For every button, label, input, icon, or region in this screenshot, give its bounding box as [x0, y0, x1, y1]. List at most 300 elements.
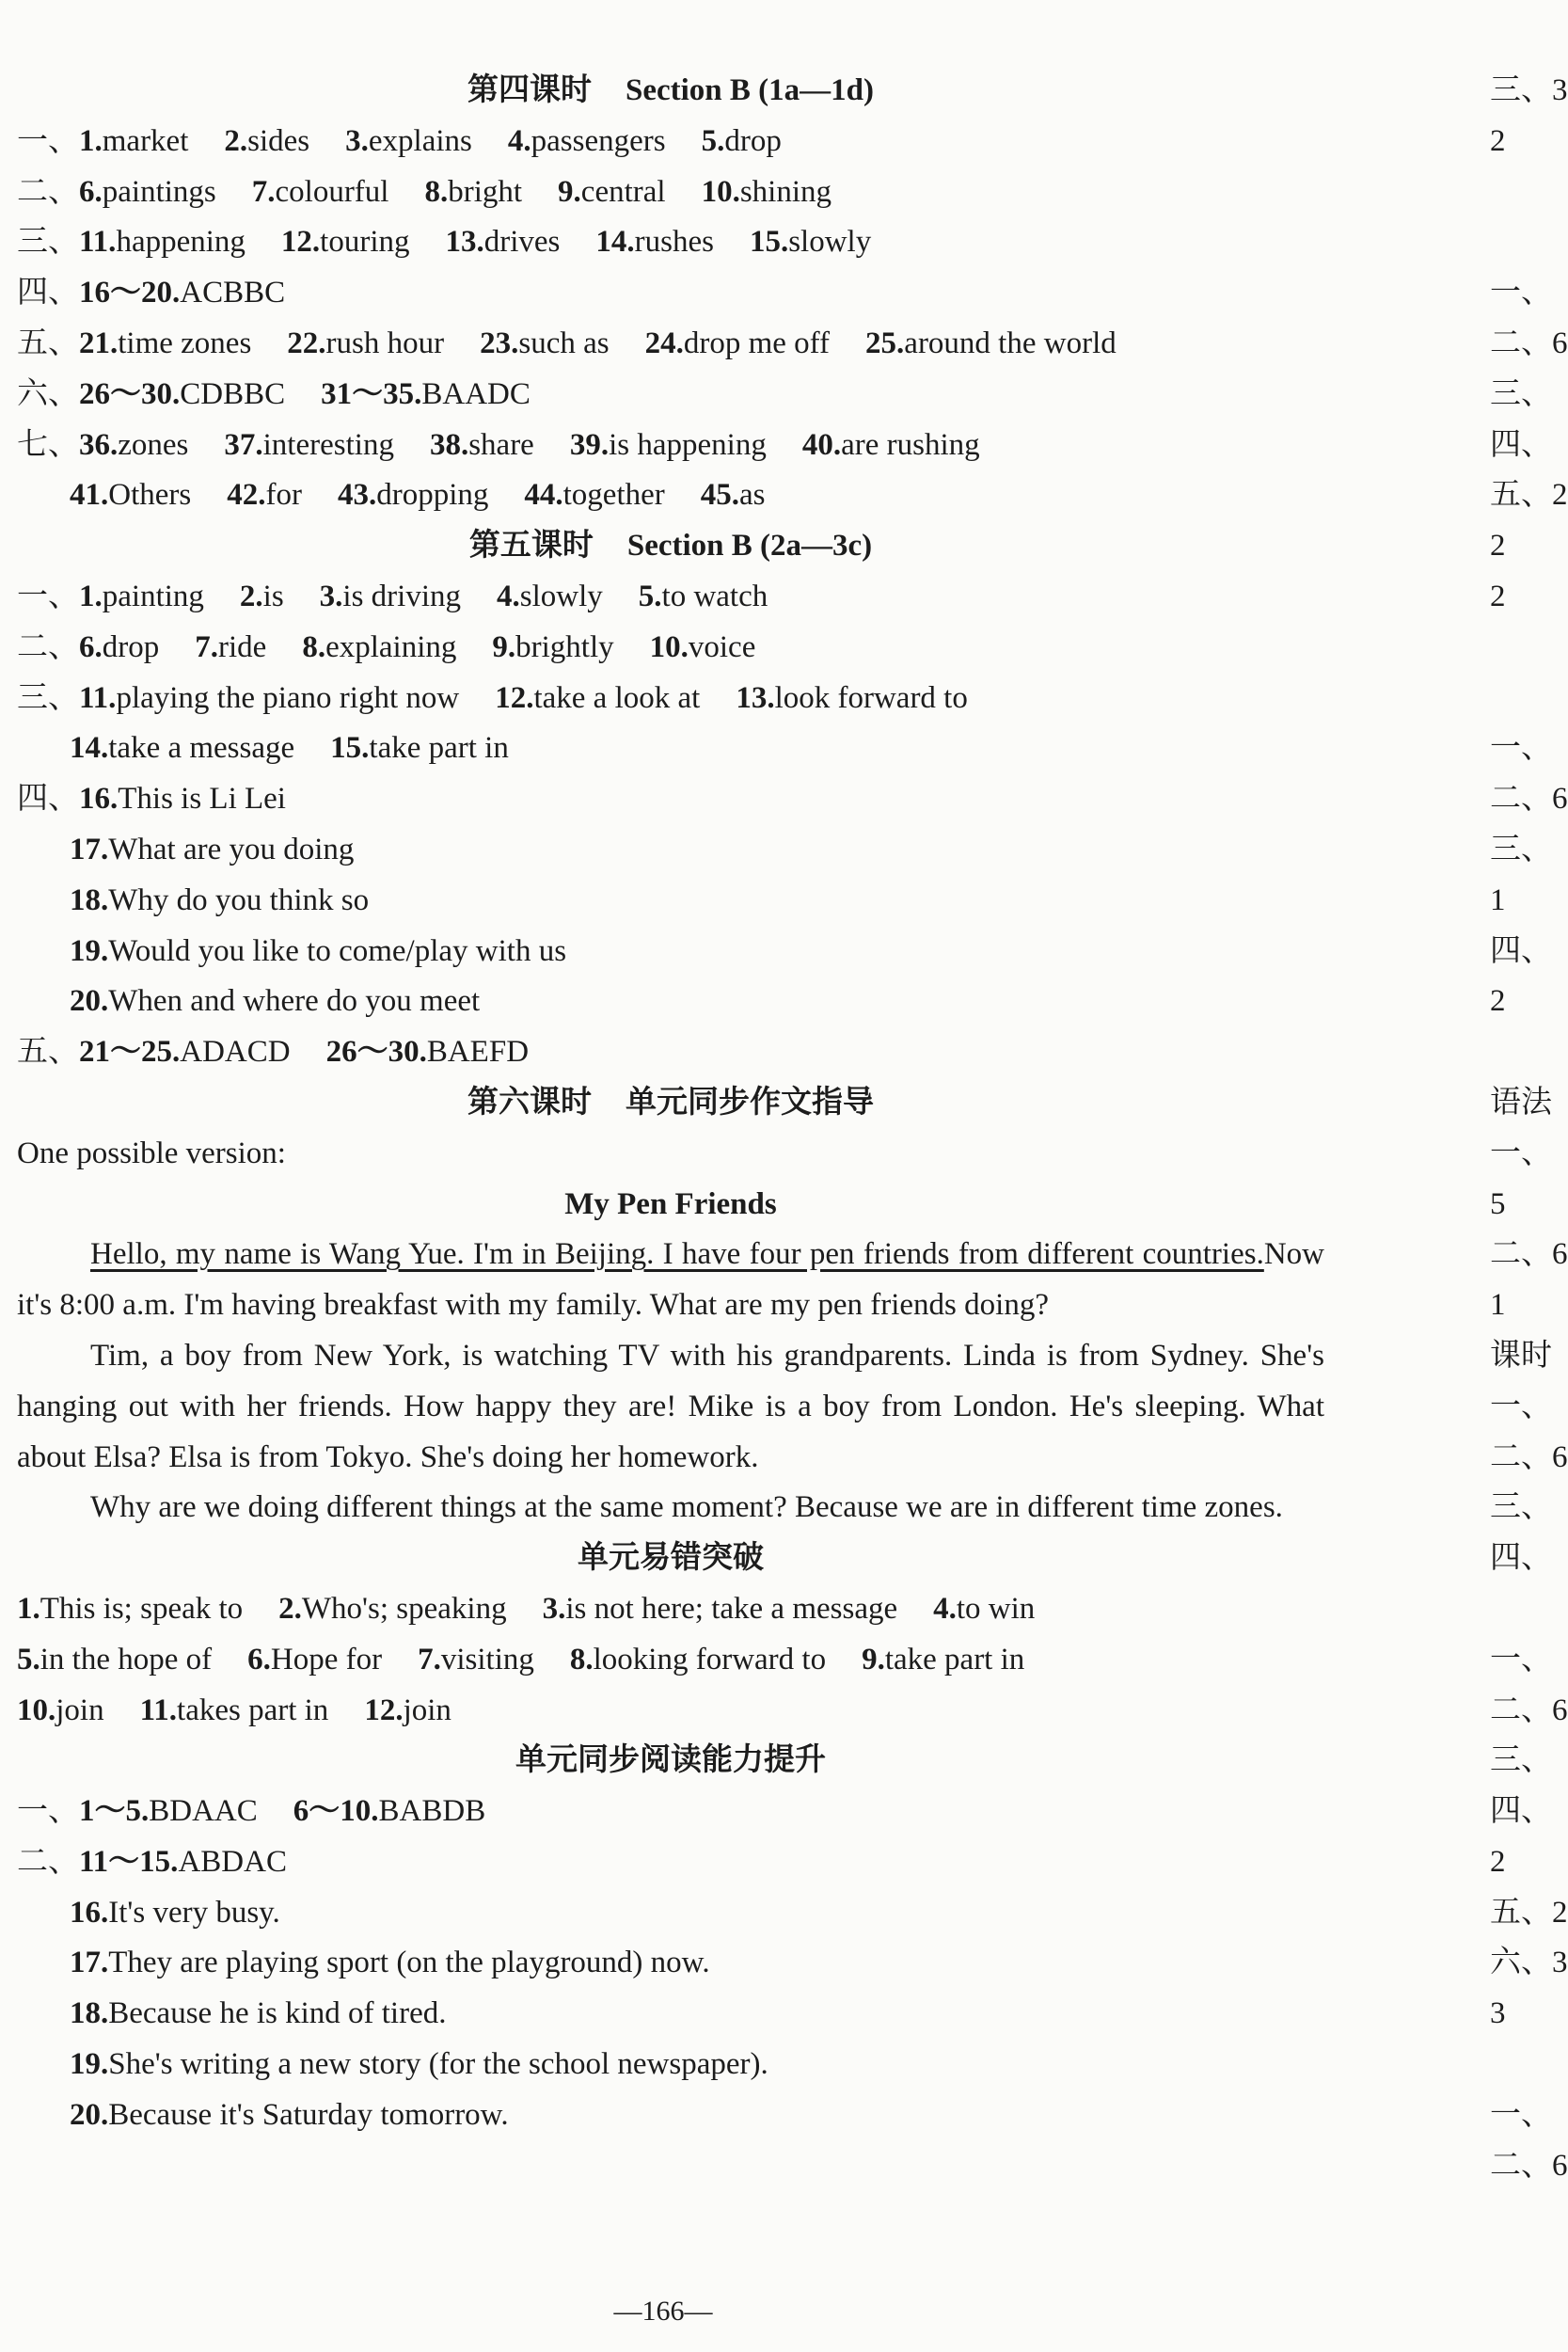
answer-item: [639, 572, 768, 623]
answer-text: Who's; speaking: [301, 1591, 507, 1626]
answer-number: 20.: [70, 2097, 109, 2132]
right-column-line: 五、2: [1490, 478, 1568, 513]
answer-number: 16.: [70, 1895, 109, 1930]
answer-row: [17, 1787, 1334, 1837]
answer-row: [17, 927, 1334, 977]
answer-number: 9.: [492, 629, 516, 664]
plain-line: One possible version:: [17, 1136, 286, 1170]
answer-number: 11.: [139, 1692, 178, 1727]
section-title-cn: 第四课时: [467, 73, 592, 107]
answer-number: 6.: [79, 174, 103, 209]
answer-text: explains: [368, 123, 472, 158]
answer-text: passengers: [531, 123, 666, 158]
answer-text: shining: [739, 174, 832, 209]
answer-text: take part in: [369, 731, 509, 766]
answer-item: [508, 117, 666, 167]
answer-item: [79, 117, 188, 167]
answer-item: [70, 825, 354, 876]
answer-item: [430, 421, 534, 471]
answer-item: [736, 674, 968, 724]
answer-number: 9.: [862, 1642, 885, 1677]
answer-number: 7.: [195, 629, 218, 664]
answer-item: [278, 1584, 506, 1635]
right-column-line: 2: [1490, 123, 1506, 158]
section-title-sub: Section B (1a—1d): [626, 73, 874, 107]
section-title-cn: 第五课时: [468, 529, 594, 564]
answer-text: drop: [724, 123, 782, 158]
right-column-line: 二、6: [1490, 1237, 1568, 1272]
answer-text: central: [580, 174, 666, 209]
answer-number: 19.: [70, 933, 109, 968]
answer-text: slowly: [788, 225, 872, 260]
answer-row-prefix: 四、: [17, 276, 79, 310]
answer-row-prefix: 四、: [17, 782, 79, 817]
answer-text: Others: [108, 478, 192, 513]
answer-item: [70, 977, 480, 1027]
right-column-line: 三、: [1490, 832, 1552, 866]
essay-title: My Pen Friends: [564, 1186, 777, 1221]
right-column-line: 四、: [1490, 1541, 1552, 1576]
answer-text: rush hour: [325, 326, 445, 360]
answer-text: zones: [118, 427, 189, 462]
answer-item: [79, 268, 285, 319]
answer-item: [320, 572, 461, 623]
answer-text: What are you doing: [108, 832, 355, 866]
answer-item: [570, 1635, 826, 1686]
answer-number: 9.: [558, 174, 581, 209]
answer-item: [570, 421, 767, 471]
answer-row: [17, 623, 1334, 674]
answer-item: [650, 623, 756, 674]
answer-text: is: [262, 579, 284, 613]
right-column-line: 二、6: [1490, 326, 1568, 360]
answer-text: Because it's Saturday tomorrow.: [108, 2097, 509, 2132]
answer-item: [865, 319, 1117, 370]
answer-number: 23.: [480, 326, 519, 360]
right-column-line: 1: [1490, 1288, 1506, 1323]
answer-item: [79, 217, 245, 268]
answer-item: [79, 319, 251, 370]
answer-text: together: [562, 478, 665, 513]
answer-item: [70, 927, 566, 977]
answer-text: time zones: [118, 326, 252, 360]
answer-number: 26～30.: [325, 1035, 427, 1070]
answer-text: market: [102, 123, 189, 158]
section-title: [17, 1078, 1324, 1129]
right-column-line: 五、2: [1490, 1895, 1568, 1930]
answer-text: Hope for: [270, 1642, 383, 1677]
right-column-line: [1490, 1027, 1553, 1078]
answer-row-prefix: 五、: [17, 1035, 79, 1070]
answer-item: [79, 421, 188, 471]
section-title-sub: 单元同步作文指导: [626, 1085, 874, 1120]
answer-text: drop me off: [683, 326, 831, 360]
answer-number: 18.: [70, 882, 109, 917]
page-number: —166—: [613, 2296, 713, 2327]
answer-row: [17, 2090, 1334, 2141]
answer-row-prefix: 二、: [17, 174, 79, 209]
answer-row: [17, 268, 1334, 319]
answer-number: 13.: [736, 680, 775, 715]
answer-text: bright: [448, 174, 523, 209]
section-title: [17, 1534, 1324, 1584]
right-column-line: 一、: [1490, 2097, 1552, 2132]
answer-item: [79, 572, 204, 623]
answer-number: 15.: [330, 731, 370, 766]
answer-item: [558, 167, 666, 218]
answer-row: [17, 1635, 1334, 1686]
answer-row: [17, 774, 1334, 825]
answer-text: ride: [218, 629, 267, 664]
right-column-line: [1490, 167, 1553, 218]
section-title: [17, 66, 1324, 117]
right-column-line: 一、: [1490, 276, 1552, 310]
answer-number: 5.: [701, 123, 725, 158]
answer-number: 44.: [524, 478, 563, 513]
right-column-cropped: [1490, 66, 1568, 2191]
answer-text: They are playing sport (on the playground) now.: [108, 1946, 710, 1980]
answer-row: [17, 370, 1334, 421]
answer-number: 26～30.: [79, 376, 181, 411]
answer-row: [17, 572, 1334, 623]
answer-item: [195, 623, 266, 674]
answer-item: [79, 774, 286, 825]
answer-text: take part in: [884, 1642, 1025, 1677]
answer-text: touring: [320, 225, 410, 260]
answer-text: colourful: [275, 174, 389, 209]
answer-item: [495, 674, 700, 724]
answer-item: [240, 572, 284, 623]
answer-item: [862, 1635, 1024, 1686]
answer-text: It's very busy.: [108, 1895, 280, 1930]
answer-number: 12.: [364, 1692, 404, 1727]
right-column-line: [1490, 217, 1553, 268]
answer-row-prefix: 一、: [17, 579, 79, 613]
right-column-line: 2: [1490, 529, 1506, 564]
answer-row-prefix: 七、: [17, 427, 79, 462]
answer-text: Why do you think so: [108, 882, 370, 917]
answer-item: [140, 1686, 329, 1737]
answer-text: voice: [688, 629, 756, 664]
section-title-cn: 单元易错突破: [578, 1541, 764, 1576]
answer-number: 7.: [418, 1642, 441, 1677]
answer-text: This is Li Lei: [118, 782, 286, 817]
answer-number: 2.: [224, 123, 248, 158]
answer-number: 17.: [70, 1946, 109, 1980]
answer-item: [70, 2090, 509, 2141]
answer-text: is happening: [609, 427, 767, 462]
answer-text: rushes: [634, 225, 714, 260]
answer-number: 8.: [424, 174, 449, 209]
answer-text: When and where do you meet: [108, 984, 481, 1019]
answer-row: [17, 421, 1334, 471]
answer-item: [227, 470, 302, 521]
answer-text: She's writing a new story (for the school newspaper).: [108, 2047, 768, 2082]
answer-item: [70, 723, 294, 774]
answer-number: 5.: [638, 579, 662, 613]
answer-number: 1.: [17, 1591, 40, 1626]
answer-number: 10.: [701, 174, 740, 209]
right-column-line: 二、6: [1490, 1439, 1568, 1474]
answer-number: 10.: [17, 1692, 56, 1727]
answer-item: [17, 1584, 243, 1635]
answer-item: [702, 167, 832, 218]
answer-number: 41.: [70, 478, 109, 513]
answer-text: around the world: [904, 326, 1117, 360]
answer-number: 24.: [644, 326, 684, 360]
answer-number: 19.: [70, 2047, 109, 2082]
right-column-line: 5: [1490, 1186, 1506, 1221]
right-column-line: 2: [1490, 984, 1506, 1019]
answer-row-prefix: 一、: [17, 1794, 79, 1829]
answer-text: playing the piano right now: [116, 680, 460, 715]
answer-number: 12.: [495, 680, 534, 715]
answer-item: [70, 2040, 768, 2090]
answer-item: [79, 674, 459, 724]
answer-row: [17, 1027, 1334, 1078]
answer-item: [70, 1938, 710, 1989]
answer-number: 3.: [542, 1591, 566, 1626]
answer-row: [17, 217, 1334, 268]
right-column-line: 二、6: [1490, 782, 1568, 817]
answer-text: paintings: [102, 174, 216, 209]
essay-paragraph-1: [17, 1230, 1324, 1331]
answer-number: 25.: [865, 326, 905, 360]
answer-item: [70, 876, 369, 927]
right-column-line: 四、: [1490, 427, 1552, 462]
essay-paragraph-2: Tim, a boy from New York, is watching TV with his grandparents. Linda is from Sydney. She's hanging out with her friends. How happy they are! Mike is a boy from London. He's sleeping. What about Elsa? Elsa is from Tokyo. She's doing her homework.: [17, 1338, 1324, 1474]
section-title: [17, 521, 1324, 572]
essay: [17, 1230, 1324, 1534]
right-column-line: 1: [1490, 882, 1506, 917]
right-column-line: 一、: [1490, 731, 1552, 766]
answer-text: join: [403, 1692, 451, 1727]
answer-item: [497, 572, 603, 623]
answer-item: [79, 167, 216, 218]
answer-number: 8.: [302, 629, 326, 664]
answer-row-prefix: 五、: [17, 326, 79, 360]
answer-item: [418, 1635, 534, 1686]
answer-number: 6.: [79, 629, 103, 664]
answer-row: [17, 825, 1334, 876]
answer-row-prefix: 三、: [17, 225, 79, 260]
answer-text: Because he is kind of tired.: [108, 1996, 447, 2031]
answer-row: [17, 876, 1334, 927]
right-column-line: 四、: [1490, 933, 1552, 968]
answer-text: for: [265, 478, 302, 513]
section-title-cn: 第六课时: [467, 1085, 592, 1120]
answer-text: interesting: [262, 427, 394, 462]
answer-text: This is; speak to: [40, 1591, 244, 1626]
answer-number: 20.: [70, 984, 109, 1019]
answer-number: 1.: [79, 579, 103, 613]
answer-number: 17.: [70, 832, 109, 866]
right-column-line: 三、: [1490, 376, 1552, 411]
answer-number: 13.: [445, 225, 484, 260]
answer-text: ADACD: [180, 1035, 291, 1070]
answer-number: 36.: [79, 427, 119, 462]
answer-number: 1.: [79, 123, 103, 158]
answer-row: [17, 674, 1334, 724]
answer-row: [17, 1938, 1334, 1989]
answer-row: [17, 1837, 1334, 1888]
answer-item: [543, 1584, 898, 1635]
answer-row: [17, 1888, 1334, 1939]
answer-item: [750, 217, 871, 268]
answer-number: 2.: [278, 1591, 302, 1626]
answer-text: share: [468, 427, 534, 462]
answer-item: [330, 723, 509, 774]
answer-number: 6.: [247, 1642, 271, 1677]
answer-text: to watch: [661, 579, 768, 613]
answer-item: [79, 1027, 291, 1078]
right-column-line: [1490, 2040, 1553, 2090]
right-column-line: 二、6: [1490, 1692, 1568, 1727]
right-column-line: 语法: [1490, 1085, 1552, 1120]
essay-underlined-sentence: Hello, my name is Wang Yue. I'm in Beijing. I have four pen friends from different countries.: [90, 1237, 1264, 1272]
right-column-line: [1490, 623, 1553, 674]
right-column-line: 课时: [1490, 1338, 1552, 1373]
answer-item: [802, 421, 980, 471]
section-title: [17, 1736, 1324, 1787]
answer-number: 31～35.: [321, 376, 422, 411]
answer-number: 11.: [79, 680, 117, 715]
answer-row-prefix: 一、: [17, 123, 79, 158]
answer-text: ABDAC: [178, 1844, 287, 1879]
answer-row: [17, 167, 1334, 218]
right-column-line: 二、6: [1490, 2148, 1568, 2183]
essay-paragraph-3: Why are we doing different things at the same moment? Because we are in different time zones.: [90, 1490, 1283, 1525]
answer-item: [224, 421, 394, 471]
answer-text: Would you like to come/play with us: [108, 933, 567, 968]
answer-text: is not here; take a message: [565, 1591, 898, 1626]
right-column-line: 2: [1490, 579, 1506, 613]
answer-text: are rushing: [841, 427, 980, 462]
answer-number: 8.: [569, 1642, 594, 1677]
answer-number: 3.: [319, 579, 343, 613]
right-column-line: 一、: [1490, 1642, 1552, 1677]
answer-item: [492, 623, 613, 674]
answer-number: 2.: [239, 579, 263, 613]
answer-row: [17, 117, 1334, 167]
answer-item: [480, 319, 609, 370]
answer-item: [79, 1837, 287, 1888]
answer-text: sides: [247, 123, 310, 158]
answer-number: 3.: [345, 123, 369, 158]
answer-item: [345, 117, 472, 167]
answer-number: 14.: [595, 225, 635, 260]
answer-number: 14.: [70, 731, 109, 766]
section-title-cn: 单元同步阅读能力提升: [515, 1743, 826, 1778]
right-column-line: 3: [1490, 1996, 1506, 2031]
answer-item: [79, 623, 159, 674]
answer-item: [70, 1888, 280, 1939]
answer-text: to win: [956, 1591, 1036, 1626]
answer-number: 40.: [801, 427, 842, 462]
answer-number: 16.: [79, 782, 119, 817]
answer-text: such as: [518, 326, 610, 360]
answer-item: [645, 319, 830, 370]
right-column-line: 一、: [1490, 1136, 1552, 1170]
answer-number: 7.: [251, 174, 276, 209]
answer-number: 22.: [287, 326, 326, 360]
answer-text: BDAAC: [149, 1794, 258, 1829]
answer-item: [524, 470, 664, 521]
answer-text: happening: [116, 225, 245, 260]
answer-item: [17, 1686, 104, 1737]
answer-item: [445, 217, 560, 268]
answer-text: is driving: [342, 579, 462, 613]
answer-number: 4.: [933, 1591, 957, 1626]
answer-text: join: [55, 1692, 104, 1727]
answer-item: [595, 217, 714, 268]
answer-number: 21.: [79, 326, 119, 360]
answer-text: look forward to: [774, 680, 968, 715]
right-column-line: 三、3: [1490, 73, 1568, 107]
answer-text: drives: [483, 225, 561, 260]
right-column-line: 一、: [1490, 1389, 1552, 1423]
answer-row: [17, 1686, 1334, 1737]
answer-text: CDBBC: [180, 376, 286, 411]
answer-number: 38.: [429, 427, 469, 462]
answer-number: 12.: [280, 225, 321, 260]
right-column-line: [1490, 674, 1553, 724]
answer-number: 16～20.: [79, 276, 181, 310]
answer-text: BAEFD: [426, 1035, 530, 1070]
answer-number: 45.: [700, 478, 740, 513]
answer-number: 4.: [497, 579, 520, 613]
answer-item: [321, 370, 531, 421]
section-title-sub: Section B (2a—3c): [626, 529, 873, 564]
answer-number: 1～5.: [79, 1794, 150, 1829]
essay-text: Now it's 8:00 a.m. I'm having breakfast with my family. What are my pen friends doing?: [17, 1237, 1324, 1323]
answer-text: BAADC: [421, 376, 531, 411]
answer-row-prefix: 六、: [17, 376, 79, 411]
answer-item: [70, 1989, 446, 2040]
answer-text: visiting: [440, 1642, 534, 1677]
answer-item: [364, 1686, 451, 1737]
right-column-line: 四、: [1490, 1794, 1552, 1829]
answer-number: 21～25.: [79, 1035, 181, 1070]
answer-item: [252, 167, 389, 218]
answer-text: take a message: [108, 731, 295, 766]
answer-text: drop: [102, 629, 160, 664]
answer-row: [17, 1989, 1334, 2040]
answer-text: takes part in: [177, 1692, 329, 1727]
answer-number: 39.: [569, 427, 610, 462]
answer-number: 43.: [337, 478, 377, 513]
answer-item: [281, 217, 410, 268]
answer-item: [302, 623, 456, 674]
answer-text: as: [739, 478, 766, 513]
answer-item: [701, 470, 766, 521]
answer-row-prefix: 二、: [17, 1844, 79, 1879]
answer-item: [424, 167, 522, 218]
answer-text: dropping: [376, 478, 489, 513]
answer-row-prefix: 三、: [17, 680, 79, 715]
answer-number: 10.: [649, 629, 689, 664]
answer-item: [933, 1584, 1035, 1635]
answer-row: [17, 319, 1334, 370]
right-column-line: 三、: [1490, 1743, 1552, 1778]
answer-item: [338, 470, 488, 521]
answer-number: 37.: [224, 427, 263, 462]
answer-number: 4.: [507, 123, 531, 158]
answer-item: [17, 1635, 212, 1686]
answer-row: [17, 2040, 1334, 2090]
answer-row: [17, 1584, 1334, 1635]
answer-number: 6～10.: [293, 1794, 379, 1829]
